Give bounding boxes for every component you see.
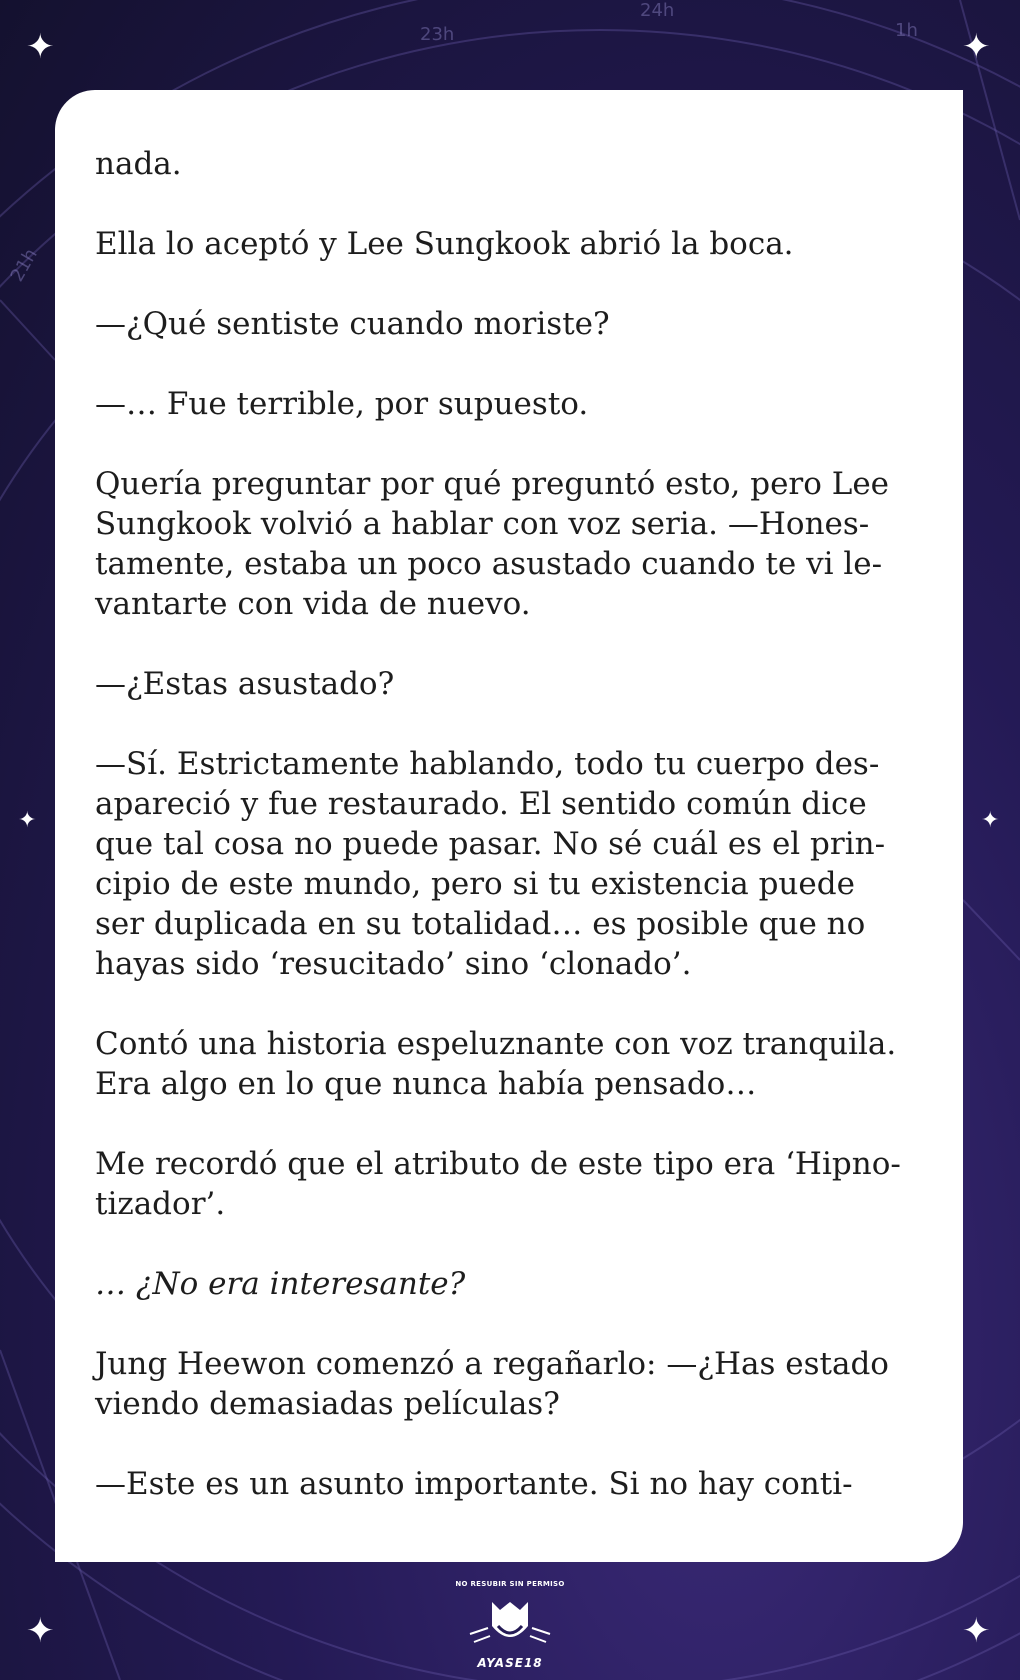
- paragraph: [95, 744, 925, 984]
- paragraph: [95, 144, 925, 184]
- text-line: —Sí. Estrictamente hablando, todo tu cuerpo des-: [95, 746, 880, 782]
- paragraph-list: [95, 144, 925, 1504]
- text-page: [55, 90, 963, 1562]
- sparkle-icon: ✦: [981, 808, 1000, 833]
- sparkle-icon: ✦: [962, 27, 991, 67]
- dial-label: 1h: [895, 20, 918, 41]
- text-line: —Este es un asunto importante. Si no hay conti-: [95, 1466, 853, 1502]
- dial-label: 24h: [640, 0, 675, 21]
- text-line: hayas sido ‘resucitado’ sino ‘clonado’.: [95, 946, 692, 982]
- sparkle-icon: ✦: [26, 27, 55, 67]
- text-line: apareció y fue restaurado. El sentido común dice: [95, 786, 867, 822]
- dial-label: 21h: [6, 245, 42, 286]
- text-line: … ¿No era interesante?: [95, 1266, 466, 1302]
- text-line: Quería preguntar por qué preguntó esto, pero Lee: [95, 466, 890, 502]
- text-line: —¿Qué sentiste cuando moriste?: [95, 306, 610, 342]
- watermark-logo: [450, 1580, 570, 1675]
- text-line: que tal cosa no puede pasar. No sé cuál es el prin-: [95, 826, 886, 862]
- watermark-top-text: NO RESUBIR SIN PERMISO: [455, 1580, 565, 1588]
- text-line: Era algo en lo que nunca había pensado…: [95, 1066, 757, 1102]
- text-line: vantarte con vida de nuevo.: [95, 586, 531, 622]
- paragraph: [95, 664, 925, 704]
- text-line: Ella lo aceptó y Lee Sungkook abrió la boca.: [95, 226, 794, 262]
- paragraph: [95, 464, 925, 624]
- text-line: cipio de este mundo, pero si tu existencia puede: [95, 866, 855, 902]
- paragraph: [95, 224, 925, 264]
- sparkle-icon: ✦: [962, 1611, 991, 1651]
- text-line: ser duplicada en su totalidad… es posible que no: [95, 906, 866, 942]
- sparkle-icon: ✦: [18, 808, 37, 833]
- paragraph: [95, 304, 925, 344]
- sparkle-icon: ✦: [26, 1611, 55, 1651]
- paragraph: [95, 1024, 925, 1104]
- watermark-bottom-text: AYASE18: [477, 1656, 543, 1670]
- mascot-icon: [450, 1596, 570, 1658]
- text-line: viendo demasiadas películas?: [95, 1386, 560, 1422]
- text-line: Contó una historia espeluznante con voz tranquila.: [95, 1026, 897, 1062]
- text-line: Sungkook volvió a hablar con voz seria. —Hones-: [95, 506, 870, 542]
- paragraph: [95, 1344, 925, 1424]
- text-line: tizador’.: [95, 1186, 226, 1222]
- paragraph-italic: [95, 1264, 925, 1304]
- paragraph: [95, 384, 925, 424]
- text-line: nada.: [95, 146, 182, 182]
- dial-label: 23h: [420, 24, 455, 45]
- paragraph: [95, 1464, 925, 1504]
- text-line: Jung Heewon comenzó a regañarlo: —¿Has estado: [95, 1346, 889, 1382]
- paragraph: [95, 1144, 925, 1224]
- text-line: Me recordó que el atributo de este tipo era ‘Hipno-: [95, 1146, 901, 1182]
- text-line: tamente, estaba un poco asustado cuando te vi le-: [95, 546, 883, 582]
- text-line: —… Fue terrible, por supuesto.: [95, 386, 589, 422]
- text-line: —¿Estas asustado?: [95, 666, 395, 702]
